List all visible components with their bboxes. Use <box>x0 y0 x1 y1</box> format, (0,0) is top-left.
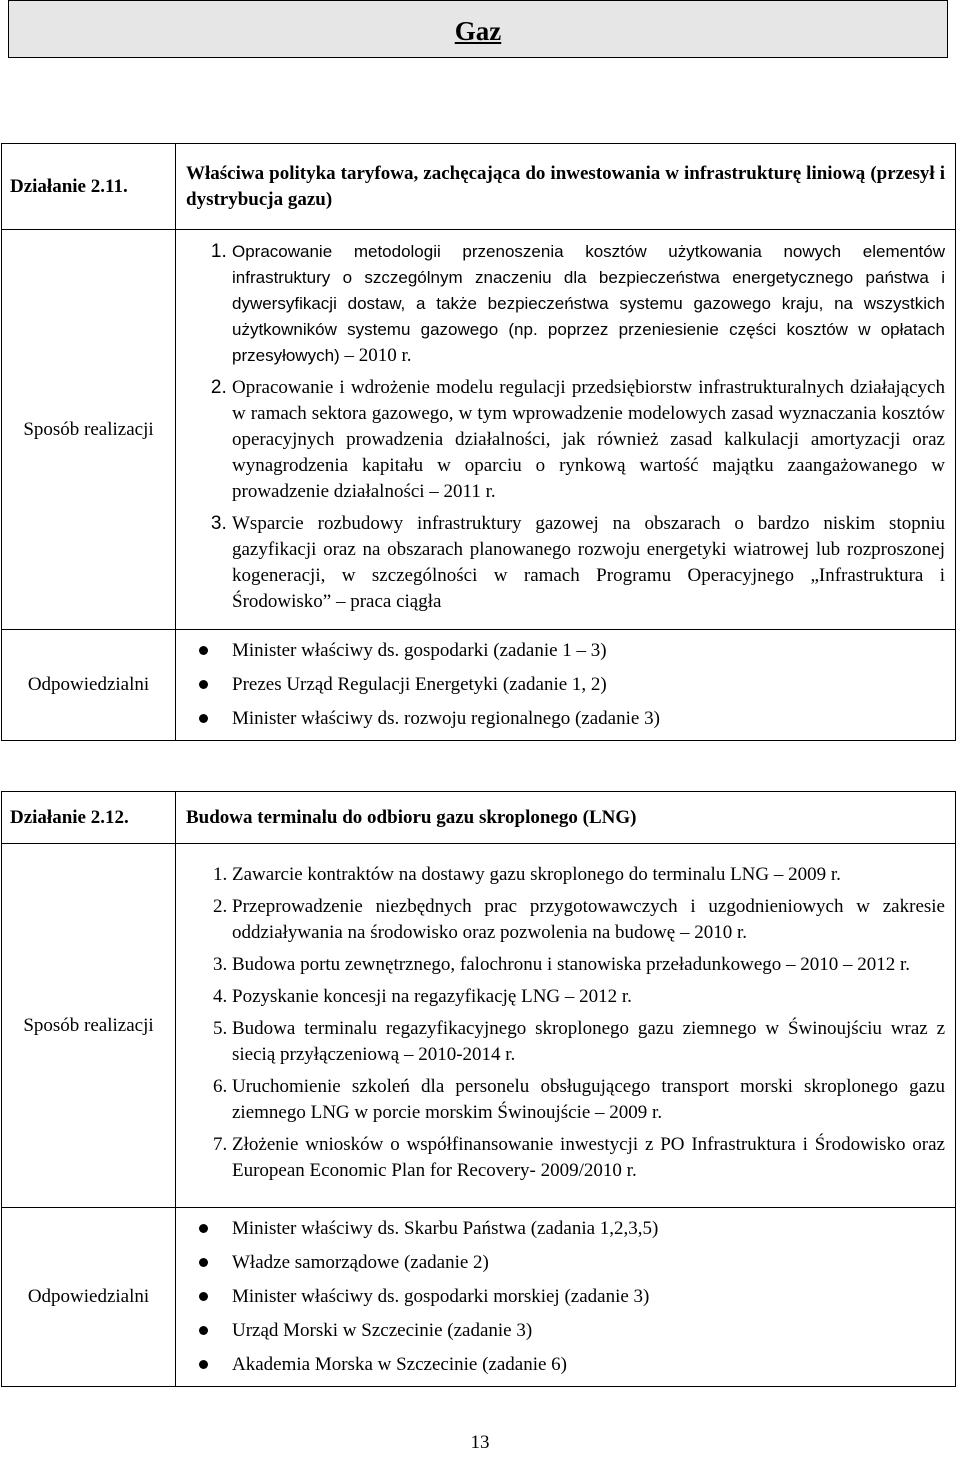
list-item: 5. Budowa terminalu regazyfikacyjnego skroplonego gazu ziemnego w Świnoujściu wraz z siecią przyłączeniową – 2010-2014 r. <box>232 1016 945 1068</box>
action-2-12-responsible-label: Odpowiedzialni <box>2 1208 176 1387</box>
responsible-item: Minister właściwy ds. rozwoju regionalnego (zadanie 3) <box>232 702 945 736</box>
action-2-11-responsible <box>186 634 945 736</box>
action-2-12-responsible <box>186 1212 945 1382</box>
list-item <box>232 375 945 505</box>
action-2-11-items <box>186 239 945 615</box>
action-2-11-label: Działanie 2.11. <box>2 144 176 230</box>
action-2-11-table <box>1 143 956 741</box>
list-item <box>232 511 945 615</box>
item-date: – 2010 r. <box>339 344 412 366</box>
responsible-item: Minister właściwy ds. gospodarki morskiej (zadanie 3) <box>232 1280 945 1314</box>
list-item: 6. Uruchomienie szkoleń dla personelu obsługującego transport morski skroplonego gazu ziemnego LNG w porcie morskim Świnoujście – 2009 r. <box>232 1074 945 1126</box>
action-2-12-responsible-list <box>176 1208 956 1387</box>
item-text: Opracowanie metodologii przenoszenia kosztów użytkowania nowych elementów infrastruktury o szczególnym znaczeniu dla bezpieczeństwa energetycznego państwa i dywersyfikacji dostaw, a także bezpieczeństwa systemu gazowego kraju, na wszystkich użytkowników systemu gazowego (np. poprzez przeniesienie części kosztów w opłatach przesyłowych) <box>232 241 945 365</box>
action-2-11-method-label: Sposób realizacji <box>2 230 176 630</box>
list-item <box>232 239 945 369</box>
responsible-item: Urząd Morski w Szczecinie (zadanie 3) <box>232 1314 945 1348</box>
list-item: 7. Złożenie wniosków o współfinansowanie inwestycji z PO Infrastruktura i Środowisko oraz European Economic Plan for Recovery- 2009/2010 r. <box>232 1132 945 1184</box>
page-title-box <box>8 0 948 58</box>
action-2-11-responsible-label: Odpowiedzialni <box>2 630 176 741</box>
list-item: 1. Zawarcie kontraktów na dostawy gazu skroplonego do terminalu LNG – 2009 r. <box>232 862 945 888</box>
action-2-12-method-label: Sposób realizacji <box>2 844 176 1208</box>
action-2-12-table <box>1 791 956 1387</box>
item-text: Opracowanie i wdrożenie modelu regulacji przedsiębiorstw infrastrukturalnych działających w ramach sektora gazowego, w tym wprowadzenie modelowych zasad wyznaczania kosztów operacyjnych prowadzenia działalności, jak również zasad kalkulacji amortyzacji oraz wynagrodzenia kapitału w oparciu o rynkową wartość majątku zaangażowanego w prowadzenie działalności – 2011 r. <box>232 376 945 502</box>
list-item: 2. Przeprowadzenie niezbędnych prac przygotowawczych i uzgodnieniowych w zakresie oddziaływania na środowisko oraz pozwolenia na budowę – 2010 r. <box>232 894 945 946</box>
action-2-11-heading <box>176 144 956 230</box>
responsible-item: Władze samorządowe (zadanie 2) <box>232 1246 945 1280</box>
item-text: Wsparcie rozbudowy infrastruktury gazowej na obszarach o bardzo niskim stopniu gazyfikacji oraz na obszarach planowanego rozwoju energetyki wiatrowej lub rozproszonej kogeneracji, w szczególności w ramach Programu Operacyjnego „Infrastruktura i Środowisko” – praca ciągła <box>232 512 945 612</box>
responsible-item: Minister właściwy ds. gospodarki (zadanie 1 – 3) <box>232 634 945 668</box>
action-2-12-method-list <box>176 844 956 1208</box>
action-2-12-heading-text: Budowa terminalu do odbioru gazu skroplonego (LNG) <box>186 806 637 828</box>
responsible-item: Prezes Urząd Regulacji Energetyki (zadanie 1, 2) <box>232 668 945 702</box>
action-2-11-responsible-list <box>176 630 956 741</box>
responsible-item: Minister właściwy ds. Skarbu Państwa (zadania 1,2,3,5) <box>232 1212 945 1246</box>
action-2-12-label: Działanie 2.12. <box>2 792 176 844</box>
list-item: 4. Pozyskanie koncesji na regazyfikację LNG – 2012 r. <box>232 984 945 1010</box>
responsible-item: Akademia Morska w Szczecinie (zadanie 6) <box>232 1348 945 1382</box>
action-2-12-heading <box>176 792 956 844</box>
action-2-11-method-list <box>176 230 956 630</box>
list-item: 3. Budowa portu zewnętrznego, falochronu i stanowiska przeładunkowego – 2010 – 2012 r. <box>232 952 945 978</box>
action-2-12-items <box>186 862 945 1184</box>
action-2-11-heading-text: Właściwa polityka taryfowa, zachęcająca do inwestowania w infrastrukturę liniową (przesył i dystrybucja gazu) <box>186 162 945 210</box>
page-title: Gaz <box>454 16 502 46</box>
page-number: 13 <box>470 1432 490 1453</box>
